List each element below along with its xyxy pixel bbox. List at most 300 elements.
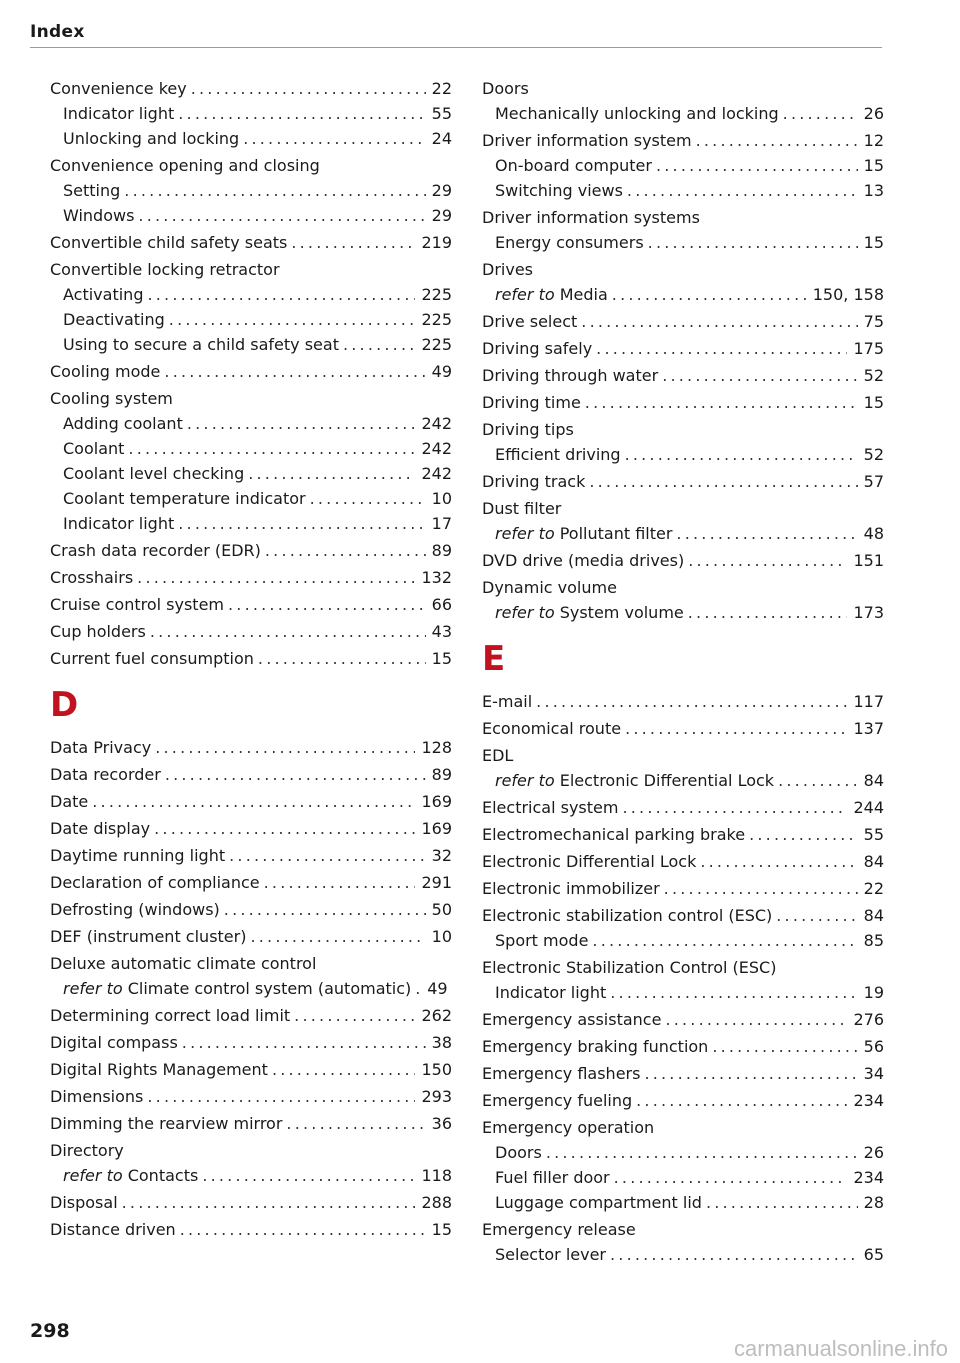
- index-entry[interactable]: [50, 307, 452, 332]
- leader-dots: [636, 1088, 847, 1113]
- index-heading: Deluxe automatic climate control: [50, 954, 317, 973]
- page-ref[interactable]: 150, 158: [812, 285, 884, 304]
- page-ref[interactable]: 28: [863, 1193, 884, 1212]
- entry-label: [495, 768, 774, 793]
- refer-to: refer to: [495, 771, 555, 790]
- leader-dots: [258, 646, 426, 671]
- entry-target: Media: [559, 285, 608, 304]
- entry-label: Energy consumers: [495, 233, 644, 252]
- index-entry[interactable]: [482, 548, 884, 573]
- page-ref[interactable]: 34: [863, 1064, 884, 1083]
- index-entry[interactable]: [482, 101, 884, 126]
- entry-label: Fuel filler door: [495, 1168, 610, 1187]
- section-letter: D: [50, 685, 79, 725]
- page-ref[interactable]: 15: [863, 393, 884, 412]
- entry-label: Coolant: [63, 439, 125, 458]
- index-entry[interactable]: [50, 976, 452, 1001]
- index-entry[interactable]: [482, 521, 884, 546]
- leader-dots: [656, 153, 858, 178]
- index-heading: EDL: [482, 746, 514, 765]
- page-ref[interactable]: 26: [863, 104, 884, 123]
- leader-dots: [662, 363, 857, 388]
- leader-dots: [147, 1084, 415, 1109]
- leader-dots: [589, 469, 857, 494]
- page-ref[interactable]: 38: [431, 1033, 452, 1052]
- leader-dots: [614, 1165, 848, 1190]
- index-entry[interactable]: [482, 716, 884, 741]
- index-entry[interactable]: [482, 980, 884, 1005]
- index-entry[interactable]: [50, 1084, 452, 1109]
- index-entry[interactable]: [482, 1034, 884, 1059]
- entry-label: Unlocking and locking: [63, 129, 240, 148]
- entry-label: Convertible child safety seats: [50, 233, 288, 252]
- leader-dots: [187, 411, 416, 436]
- index-entry[interactable]: [50, 1163, 452, 1188]
- page-ref[interactable]: 52: [863, 366, 884, 385]
- index-heading: Dynamic volume: [482, 578, 617, 597]
- leader-dots: [536, 689, 847, 714]
- entry-label: [495, 521, 672, 546]
- page-ref[interactable]: 128: [421, 738, 452, 757]
- entry-label: Electronic Differential Lock: [482, 852, 697, 871]
- leader-dots: [546, 1140, 858, 1165]
- entry-label: Indicator light: [495, 983, 607, 1002]
- entry-target: Climate control system (automatic): [127, 979, 412, 998]
- index-entry[interactable]: [50, 870, 452, 895]
- index-entry[interactable]: [482, 903, 884, 928]
- entry-label: DEF (instrument cluster): [50, 927, 247, 946]
- index-entry[interactable]: [50, 619, 452, 644]
- refer-to: refer to: [63, 979, 123, 998]
- leader-dots: [178, 511, 425, 536]
- page-ref[interactable]: 118: [421, 1166, 452, 1185]
- entry-label: Crosshairs: [50, 568, 134, 587]
- page-ref[interactable]: 52: [863, 445, 884, 464]
- entry-label: Coolant level checking: [63, 464, 245, 483]
- page-ref[interactable]: 242: [421, 439, 452, 458]
- page-ref[interactable]: 225: [421, 335, 452, 354]
- index-entry[interactable]: [50, 436, 452, 461]
- index-entry[interactable]: [482, 336, 884, 361]
- index-entry[interactable]: [50, 359, 452, 384]
- page-ref[interactable]: 89: [431, 765, 452, 784]
- entry-label: Coolant temperature indicator: [63, 489, 306, 508]
- index-entry[interactable]: [50, 461, 452, 486]
- leader-dots: [343, 332, 415, 357]
- entry-label: Current fuel consumption: [50, 649, 254, 668]
- index-entry[interactable]: [482, 1088, 884, 1113]
- page-ref[interactable]: 117: [853, 692, 884, 711]
- leader-dots: [700, 849, 857, 874]
- index-heading: Dust filter: [482, 499, 562, 518]
- leader-dots: [248, 461, 415, 486]
- index-entry[interactable]: [50, 332, 452, 357]
- leader-dots: [147, 282, 415, 307]
- index-entry[interactable]: [482, 282, 884, 307]
- page-ref[interactable]: 89: [431, 541, 452, 560]
- entry-label: Date: [50, 792, 89, 811]
- leader-dots: [664, 876, 858, 901]
- leader-dots: [182, 1030, 426, 1055]
- leader-dots: [665, 1007, 847, 1032]
- page-ref[interactable]: 29: [431, 181, 452, 200]
- leader-dots: [191, 76, 426, 101]
- entry-label: Electrical system: [482, 798, 619, 817]
- entry-label: E-mail: [482, 692, 533, 711]
- index-entry[interactable]: [482, 822, 884, 847]
- leader-dots: [625, 442, 858, 467]
- leader-dots: [612, 282, 807, 307]
- page-ref[interactable]: 276: [853, 1010, 884, 1029]
- entry-label: Drive select: [482, 312, 578, 331]
- page-ref[interactable]: 50: [431, 900, 452, 919]
- leader-dots: [712, 1034, 857, 1059]
- entry-label: Daytime running light: [50, 846, 226, 865]
- index-entry[interactable]: [482, 363, 884, 388]
- index-column-left: [50, 74, 452, 1242]
- entry-label: Windows: [63, 206, 135, 225]
- index-entry[interactable]: [482, 1007, 884, 1032]
- entry-label: Selector lever: [495, 1245, 606, 1264]
- entry-label: Date display: [50, 819, 151, 838]
- page-number: 298: [30, 1320, 70, 1342]
- leader-dots: [585, 390, 858, 415]
- leader-dots: [165, 762, 426, 787]
- entry-label: [495, 600, 684, 625]
- page-ref[interactable]: 49: [427, 979, 448, 998]
- page-ref[interactable]: 65: [863, 1245, 884, 1264]
- index-entry[interactable]: [482, 442, 884, 467]
- page-ref[interactable]: 13: [863, 181, 884, 200]
- entry-label: Defrosting (windows): [50, 900, 220, 919]
- index-entry[interactable]: [50, 203, 452, 228]
- page-ref[interactable]: 15: [863, 156, 884, 175]
- index-entry[interactable]: [482, 849, 884, 874]
- index-entry[interactable]: [482, 1140, 884, 1165]
- entry-label: On-board computer: [495, 156, 652, 175]
- leader-dots: [124, 178, 425, 203]
- page-ref[interactable]: 24: [431, 129, 452, 148]
- entry-label: Using to secure a child safety seat: [63, 335, 339, 354]
- page-ref[interactable]: 22: [431, 79, 452, 98]
- page-ref[interactable]: 151: [853, 551, 884, 570]
- index-heading: Driving tips: [482, 420, 574, 439]
- page-ref[interactable]: 242: [421, 414, 452, 433]
- index-entry[interactable]: [50, 1030, 452, 1055]
- index-entry[interactable]: [50, 816, 452, 841]
- index-entry[interactable]: [50, 843, 452, 868]
- page-ref[interactable]: 26: [863, 1143, 884, 1162]
- index-entry[interactable]: [482, 390, 884, 415]
- entry-label: Dimming the rearview mirror: [50, 1114, 283, 1133]
- index-entry[interactable]: [482, 469, 884, 494]
- index-entry[interactable]: [50, 486, 452, 511]
- page-ref[interactable]: 150: [421, 1060, 452, 1079]
- index-entry[interactable]: [482, 689, 884, 714]
- page-ref[interactable]: 293: [421, 1087, 452, 1106]
- entry-label: Cooling mode: [50, 362, 161, 381]
- entry-label: Convenience key: [50, 79, 187, 98]
- entry-label: Sport mode: [495, 931, 589, 950]
- page-ref[interactable]: 262: [421, 1006, 452, 1025]
- index-entry[interactable]: [482, 876, 884, 901]
- index-entry[interactable]: [50, 538, 452, 563]
- page-ref[interactable]: 57: [863, 472, 884, 491]
- entry-label: Disposal: [50, 1193, 118, 1212]
- entry-label: Determining correct load limit: [50, 1006, 291, 1025]
- page-ref[interactable]: 29: [431, 206, 452, 225]
- leader-dots: [128, 436, 415, 461]
- entry-label: Data Privacy: [50, 738, 152, 757]
- leader-dots: [676, 521, 857, 546]
- page-ref[interactable]: 288: [421, 1193, 452, 1212]
- page-ref[interactable]: 169: [421, 792, 452, 811]
- entry-label: Data recorder: [50, 765, 161, 784]
- index-entry[interactable]: [50, 789, 452, 814]
- leader-dots: [264, 870, 416, 895]
- leader-dots: [778, 768, 858, 793]
- leader-dots: [150, 619, 426, 644]
- page-ref[interactable]: 56: [863, 1037, 884, 1056]
- leader-dots: [178, 101, 425, 126]
- leader-dots: [272, 1057, 416, 1082]
- page-ref[interactable]: 175: [853, 339, 884, 358]
- leader-dots: [776, 903, 857, 928]
- entry-label: Adding coolant: [63, 414, 183, 433]
- page-ref[interactable]: 10: [431, 489, 452, 508]
- entry-label: Declaration of compliance: [50, 873, 260, 892]
- leader-dots: [169, 307, 416, 332]
- page-ref[interactable]: 84: [863, 852, 884, 871]
- leader-dots: [581, 309, 857, 334]
- entry-label: Indicator light: [63, 514, 175, 533]
- page-ref[interactable]: 234: [853, 1168, 884, 1187]
- entry-label: Driving safely: [482, 339, 593, 358]
- index-entry[interactable]: [482, 128, 884, 153]
- page-ref[interactable]: 173: [853, 603, 884, 622]
- page-ref[interactable]: 85: [863, 931, 884, 950]
- page-ref[interactable]: 15: [431, 1220, 452, 1239]
- page-ref[interactable]: 84: [863, 906, 884, 925]
- leader-dots: [137, 565, 415, 590]
- page-ref[interactable]: 22: [863, 879, 884, 898]
- index-entry[interactable]: [50, 178, 452, 203]
- index-heading: Convertible locking retractor: [50, 260, 280, 279]
- index-entry[interactable]: [50, 735, 452, 760]
- entry-label: Driving time: [482, 393, 581, 412]
- page-ref[interactable]: 244: [853, 798, 884, 817]
- page-title: Index: [30, 22, 85, 42]
- index-entry[interactable]: [482, 1061, 884, 1086]
- page-ref[interactable]: 234: [853, 1091, 884, 1110]
- leader-dots: [155, 735, 415, 760]
- index-entry[interactable]: [50, 511, 452, 536]
- entry-target: System volume: [559, 603, 684, 622]
- page-ref[interactable]: 15: [431, 649, 452, 668]
- entry-label: Cruise control system: [50, 595, 224, 614]
- index-entry[interactable]: [482, 178, 884, 203]
- leader-dots: [644, 1061, 857, 1086]
- index-heading: Emergency operation: [482, 1118, 655, 1137]
- index-entry[interactable]: [50, 897, 452, 922]
- page-ref[interactable]: 291: [421, 873, 452, 892]
- entry-label: Deactivating: [63, 310, 165, 329]
- page-ref[interactable]: 48: [863, 524, 884, 543]
- watermark: carmanualsonline.info: [733, 1336, 948, 1361]
- index-heading: Convenience opening and closing: [50, 156, 320, 175]
- page-ref[interactable]: 55: [863, 825, 884, 844]
- refer-to: refer to: [63, 1166, 123, 1185]
- section-letter: E: [482, 639, 506, 679]
- index-entry[interactable]: [50, 924, 452, 949]
- entry-label: Setting: [63, 181, 121, 200]
- refer-to: refer to: [495, 285, 555, 304]
- index-entry[interactable]: [482, 1165, 884, 1190]
- leader-dots: [627, 178, 858, 203]
- index-entry[interactable]: [482, 230, 884, 255]
- index-heading: Driver information systems: [482, 208, 700, 227]
- index-entry[interactable]: [50, 565, 452, 590]
- page-ref[interactable]: 15: [863, 233, 884, 252]
- page-ref[interactable]: 225: [421, 310, 452, 329]
- index-entry[interactable]: [50, 411, 452, 436]
- leader-dots: [688, 548, 847, 573]
- entry-target: Electronic Differential Lock: [559, 771, 775, 790]
- index-entry[interactable]: [50, 76, 452, 101]
- index-entry[interactable]: [50, 126, 452, 151]
- entry-label: Electronic stabilization control (ESC): [482, 906, 773, 925]
- entry-label: DVD drive (media drives): [482, 551, 685, 570]
- index-entry[interactable]: [482, 795, 884, 820]
- entry-label: Emergency fueling: [482, 1091, 633, 1110]
- leader-dots: [229, 843, 426, 868]
- entry-label: Electromechanical parking brake: [482, 825, 746, 844]
- index-entry[interactable]: [50, 1190, 452, 1215]
- leader-dots: [610, 980, 857, 1005]
- leader-dots: [415, 976, 423, 1001]
- leader-dots: [291, 230, 415, 255]
- page-ref[interactable]: 17: [431, 514, 452, 533]
- entry-label: Cup holders: [50, 622, 146, 641]
- page-ref[interactable]: 10: [431, 927, 452, 946]
- refer-to: refer to: [495, 603, 555, 622]
- entry-target: Contacts: [127, 1166, 199, 1185]
- index-entry[interactable]: [50, 1057, 452, 1082]
- page-ref[interactable]: 137: [853, 719, 884, 738]
- page-ref[interactable]: 75: [863, 312, 884, 331]
- leader-dots: [783, 101, 858, 126]
- page-ref[interactable]: 169: [421, 819, 452, 838]
- page-ref[interactable]: 36: [431, 1114, 452, 1133]
- index-entry[interactable]: [482, 928, 884, 953]
- page-ref[interactable]: 55: [431, 104, 452, 123]
- page-ref[interactable]: 32: [431, 846, 452, 865]
- index-entry[interactable]: [50, 230, 452, 255]
- page-ref[interactable]: 43: [431, 622, 452, 641]
- entry-label: Mechanically unlocking and locking: [495, 104, 779, 123]
- leader-dots: [596, 336, 847, 361]
- index-entry[interactable]: [482, 309, 884, 334]
- leader-dots: [202, 1163, 415, 1188]
- leader-dots: [154, 816, 415, 841]
- entry-label: [495, 282, 608, 307]
- entry-target: Pollutant filter: [559, 524, 673, 543]
- index-entry[interactable]: [482, 1242, 884, 1267]
- index-entry[interactable]: [482, 768, 884, 793]
- page-ref[interactable]: 12: [863, 131, 884, 150]
- entry-label: Electronic immobilizer: [482, 879, 660, 898]
- entry-label: Doors: [495, 1143, 542, 1162]
- page-header: [30, 22, 882, 48]
- leader-dots: [622, 795, 847, 820]
- index-entry[interactable]: [50, 1217, 452, 1242]
- index-heading: Emergency release: [482, 1220, 636, 1239]
- page-ref[interactable]: 219: [421, 233, 452, 252]
- index-heading: Cooling system: [50, 389, 173, 408]
- leader-dots: [138, 203, 425, 228]
- index-entry[interactable]: [50, 762, 452, 787]
- index-entry[interactable]: [50, 1003, 452, 1028]
- index-entry[interactable]: [50, 592, 452, 617]
- entry-label: Emergency assistance: [482, 1010, 662, 1029]
- page-ref[interactable]: 19: [863, 983, 884, 1002]
- entry-label: Emergency braking function: [482, 1037, 709, 1056]
- index-entry[interactable]: [50, 101, 452, 126]
- index-heading: Doors: [482, 79, 529, 98]
- index-heading: Drives: [482, 260, 533, 279]
- leader-dots: [610, 1242, 858, 1267]
- index-heading: Directory: [50, 1141, 124, 1160]
- leader-dots: [648, 230, 858, 255]
- index-entry[interactable]: [482, 600, 884, 625]
- leader-dots: [706, 1190, 858, 1215]
- page-ref[interactable]: 242: [421, 464, 452, 483]
- leader-dots: [92, 789, 415, 814]
- index-entry[interactable]: [50, 282, 452, 307]
- entry-label: Driver information system: [482, 131, 692, 150]
- leader-dots: [180, 1217, 426, 1242]
- leader-dots: [688, 600, 848, 625]
- page-ref[interactable]: 66: [431, 595, 452, 614]
- entry-label: Dimensions: [50, 1087, 144, 1106]
- leader-dots: [122, 1190, 416, 1215]
- page-ref[interactable]: 225: [421, 285, 452, 304]
- leader-dots: [224, 897, 426, 922]
- leader-dots: [592, 928, 857, 953]
- leader-dots: [310, 486, 426, 511]
- index-entry[interactable]: [482, 1190, 884, 1215]
- index-entry[interactable]: [482, 153, 884, 178]
- leader-dots: [286, 1111, 425, 1136]
- entry-label: Emergency flashers: [482, 1064, 641, 1083]
- entry-label: Activating: [63, 285, 144, 304]
- entry-label: Distance driven: [50, 1220, 176, 1239]
- page-ref[interactable]: 132: [421, 568, 452, 587]
- leader-dots: [265, 538, 426, 563]
- entry-label: Luggage compartment lid: [495, 1193, 702, 1212]
- index-entry[interactable]: [50, 646, 452, 671]
- leader-dots: [696, 128, 858, 153]
- page-ref[interactable]: 84: [863, 771, 884, 790]
- entry-label: [63, 976, 411, 1001]
- entry-label: Economical route: [482, 719, 622, 738]
- entry-label: [63, 1163, 198, 1188]
- entry-label: Digital compass: [50, 1033, 178, 1052]
- index-entry[interactable]: [50, 1111, 452, 1136]
- index-column-right: [482, 74, 884, 1267]
- page-ref[interactable]: 49: [431, 362, 452, 381]
- leader-dots: [243, 126, 425, 151]
